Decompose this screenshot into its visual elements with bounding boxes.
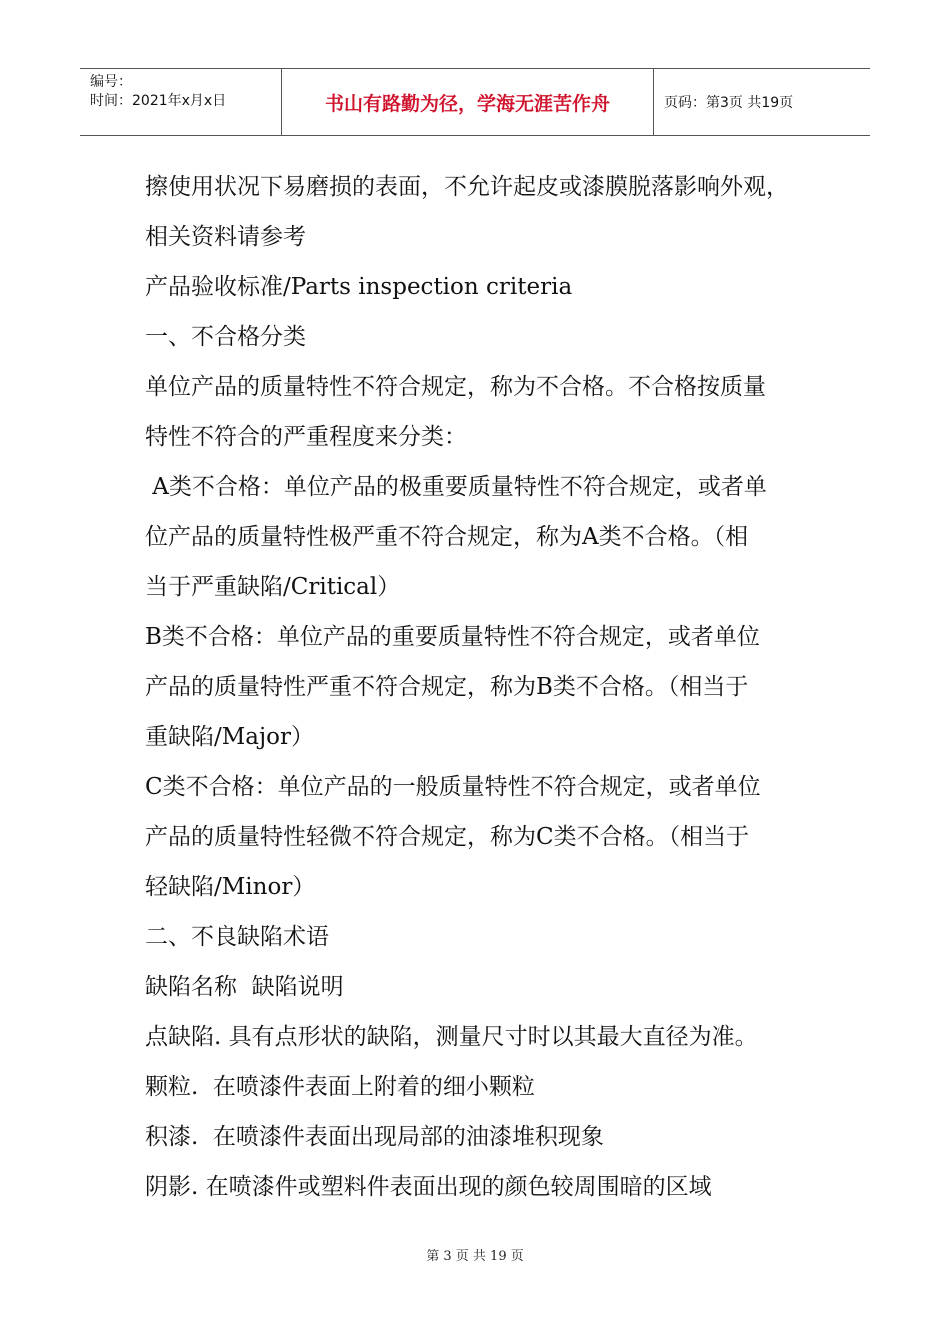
section-heading: 二、不良缺陷术语 <box>145 924 329 950</box>
body-line: 擦使用状况下易磨损的表面，不允许起皮或漆膜脱落影响外观， <box>145 174 789 200</box>
body-line: B类不合格：单位产品的重要质量特性不符合规定，或者单位 <box>145 624 760 650</box>
body-line: 位产品的质量特性极严重不符合规定，称为A类不合格。（相 <box>145 524 749 550</box>
body-line: 产品的质量特性轻微不符合规定，称为C类不合格。（相当于 <box>145 824 750 850</box>
body-line: 点缺陷. 具有点形状的缺陷，测量尺寸时以其最大直径为准。 <box>145 1024 758 1050</box>
section-heading: 产品验收标准/Parts inspection criteria <box>145 274 573 300</box>
header-meta <box>80 69 282 135</box>
document-header <box>80 68 870 136</box>
section-heading: 一、不合格分类 <box>145 324 306 350</box>
document-body <box>145 162 825 1212</box>
body-line: A类不合格：单位产品的极重要质量特性不符合规定，或者单 <box>145 474 767 500</box>
body-line: 相关资料请参考 <box>145 224 306 250</box>
body-line: 积漆. 在喷漆件表面出现局部的油漆堆积现象 <box>145 1124 604 1150</box>
header-page-info: 页码：第3页 共19页 <box>664 95 794 111</box>
body-line: 产品的质量特性严重不符合规定，称为B类不合格。（相当于 <box>145 674 749 700</box>
body-line: 缺陷名称 缺陷说明 <box>145 974 344 1000</box>
body-line: 单位产品的质量特性不符合规定，称为不合格。不合格按质量 <box>145 374 766 400</box>
body-line: 当于严重缺陷/Critical） <box>145 574 401 600</box>
body-line: 轻缺陷/Minor） <box>145 874 316 900</box>
body-line: C类不合格：单位产品的一般质量特性不符合规定，或者单位 <box>145 774 761 800</box>
header-motto: 书山有路勤为径，学海无涯苦作舟 <box>282 69 654 135</box>
page-footer: 第 3 页 共 19 页 <box>426 1249 524 1264</box>
body-line: 特性不符合的严重程度来分类： <box>145 424 467 450</box>
body-line: 重缺陷/Major） <box>145 724 314 750</box>
number-label: 编号： <box>90 74 132 90</box>
date-label: 时间：2021年x月x日 <box>90 93 227 109</box>
body-line: 颗粒. 在喷漆件表面上附着的细小颗粒 <box>145 1074 535 1100</box>
body-line: 阴影. 在喷漆件或塑料件表面出现的颜色较周围暗的区域 <box>145 1174 712 1200</box>
